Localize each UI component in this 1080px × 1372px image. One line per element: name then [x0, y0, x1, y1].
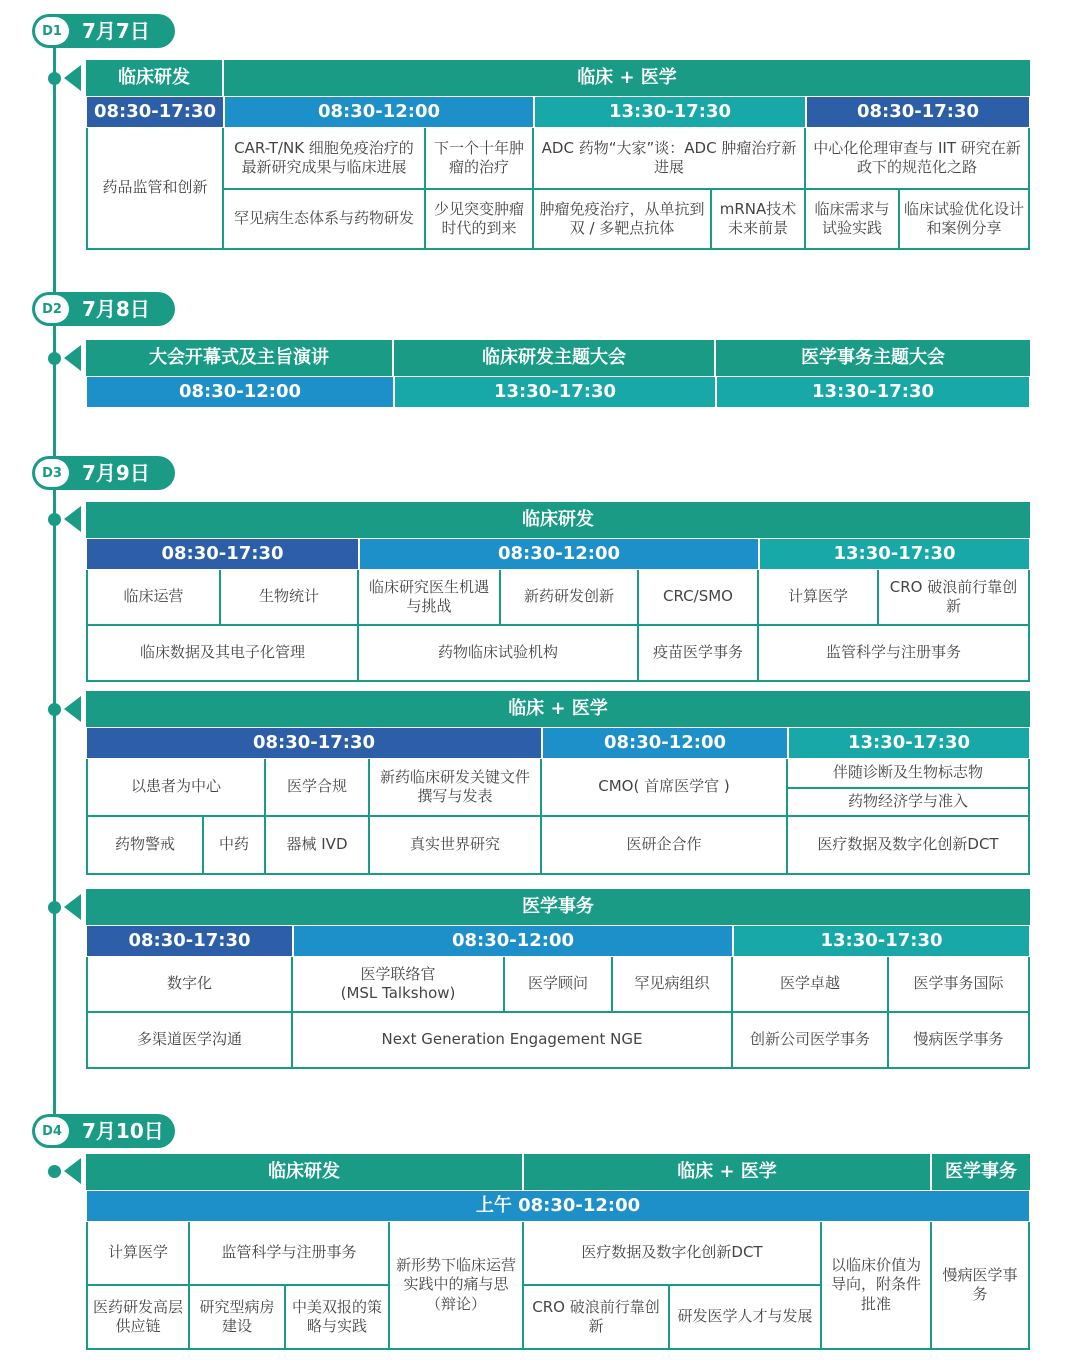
session-cell: 真实世界研究	[370, 817, 542, 875]
session-cell: 计算医学	[759, 570, 879, 626]
session-cell: 医学顾问	[505, 957, 613, 1013]
timeline-dot	[48, 513, 61, 526]
session-cell: 多渠道医学沟通	[86, 1013, 293, 1069]
session-cell: 药品监管和创新	[86, 128, 224, 250]
time-slot: 08:30-12:00	[542, 727, 788, 759]
session-cell: 慢病医学事务	[889, 1013, 1030, 1069]
time-slot: 13:30-17:30	[788, 727, 1030, 759]
session-cell: 少见突变肿瘤时代的到来	[426, 190, 534, 250]
session-cell: 临床数据及其电子化管理	[86, 626, 359, 682]
time-slot: 上午 08:30-12:00	[86, 1190, 1030, 1222]
track-header: 大会开幕式及主旨演讲	[86, 340, 394, 376]
session-cell: CMO( 首席医学官 )	[542, 759, 788, 817]
timeline-arrow	[64, 345, 81, 371]
time-slot: 08:30-17:30	[86, 727, 542, 759]
session-cell: 药物警戒	[86, 817, 204, 875]
timeline-arrow	[64, 65, 81, 91]
day-badge: D2	[35, 295, 69, 323]
time-slot: 08:30-17:30	[86, 96, 224, 128]
day-date: 7月9日	[82, 461, 150, 485]
day-badge: D1	[35, 17, 69, 45]
time-slot: 13:30-17:30	[759, 538, 1030, 570]
session-cell: 研发医学人才与发展	[670, 1286, 822, 1350]
session-cell: 药物临床试验机构	[359, 626, 639, 682]
track-header: 临床 + 医学	[86, 691, 1030, 727]
d3-clinical-schedule	[86, 502, 1030, 682]
session-cell: 临床试验优化设计和案例分享	[900, 190, 1030, 250]
session-cell: 医疗数据及数字化创新DCT	[524, 1222, 822, 1286]
session-cell: 罕见病组织	[613, 957, 733, 1013]
track-header: 临床研发	[86, 1154, 524, 1190]
session-cell: 以患者为中心	[86, 759, 266, 817]
track-header: 医学事务	[86, 889, 1030, 925]
time-slot: 08:30-17:30	[806, 96, 1030, 128]
time-slot: 13:30-17:30	[534, 96, 806, 128]
session-cell: 新药临床研发关键文件撰写与发表	[370, 759, 542, 817]
session-cell: 中心化伦理审查与 IIT 研究在新政下的规范化之路	[806, 128, 1030, 190]
session-cell: 新药研发创新	[501, 570, 639, 626]
session-cell: 疫苗医学事务	[639, 626, 759, 682]
day-date: 7月10日	[82, 1119, 164, 1143]
session-cell: 医学卓越	[733, 957, 889, 1013]
day-date: 7月7日	[82, 19, 150, 43]
track-header: 临床研发	[86, 60, 224, 96]
d3-affairs-schedule	[86, 889, 1030, 1069]
session-cell: 研究型病房建设	[190, 1286, 286, 1350]
session-cell: CAR-T/NK 细胞免疫治疗的最新研究成果与临床进展	[224, 128, 426, 190]
timeline-dot	[48, 1165, 61, 1178]
d2-schedule	[86, 340, 1030, 408]
session-cell: mRNA技术未来前景	[712, 190, 806, 250]
day-badge: D3	[35, 459, 69, 487]
time-slot: 08:30-12:00	[224, 96, 534, 128]
time-slot: 08:30-17:30	[86, 925, 293, 957]
session-cell: 医疗数据及数字化创新DCT	[788, 817, 1030, 875]
d1-schedule	[86, 60, 1030, 250]
track-header: 医学事务	[932, 1154, 1030, 1190]
session-cell: Next Generation Engagement NGE	[293, 1013, 733, 1069]
session-cell: 慢病医学事务	[932, 1222, 1030, 1350]
session-cell: 医学事务国际	[889, 957, 1030, 1013]
timeline-line	[53, 48, 56, 1128]
track-header: 临床研发	[86, 502, 1030, 538]
track-header: 临床 + 医学	[524, 1154, 932, 1190]
session-cell: 医学联络官 (MSL Talkshow)	[293, 957, 505, 1013]
day-badge: D4	[35, 1117, 69, 1145]
session-cell: 数字化	[86, 957, 293, 1013]
timeline-dot	[48, 703, 61, 716]
session-cell: 中药	[204, 817, 266, 875]
timeline-dot	[48, 901, 61, 914]
session-cell: 临床运营	[86, 570, 221, 626]
day-date: 7月8日	[82, 297, 150, 321]
time-slot: 13:30-17:30	[733, 925, 1030, 957]
session-cell: 器械 IVD	[266, 817, 370, 875]
session-cell: 罕见病生态体系与药物研发	[224, 190, 426, 250]
session-cell: 下一个十年肿瘤的治疗	[426, 128, 534, 190]
timeline-arrow	[64, 506, 81, 532]
session-cell: 伴随诊断及生物标志物	[788, 759, 1030, 789]
session-cell: 以临床价值为导向，附条件批准	[822, 1222, 932, 1350]
time-slot: 08:30-12:00	[293, 925, 733, 957]
day-header-d4	[32, 1114, 175, 1148]
day-header-d3	[32, 456, 175, 490]
session-cell: 医学合规	[266, 759, 370, 817]
timeline-arrow	[64, 1158, 81, 1184]
timeline-dot	[48, 72, 61, 85]
time-slot: 08:30-12:00	[86, 376, 394, 408]
d4-schedule	[86, 1154, 1030, 1350]
session-cell: 药物经济学与准入	[788, 789, 1030, 817]
session-cell: 监管科学与注册事务	[190, 1222, 390, 1286]
track-header: 医学事务主题大会	[716, 340, 1030, 376]
session-cell: 中美双报的策略与实践	[286, 1286, 390, 1350]
session-cell: 医药研发高层供应链	[86, 1286, 190, 1350]
session-cell: 临床需求与试验实践	[806, 190, 900, 250]
time-slot: 13:30-17:30	[716, 376, 1030, 408]
time-slot: 08:30-12:00	[359, 538, 759, 570]
day-header-d1	[32, 14, 175, 48]
session-cell: 监管科学与注册事务	[759, 626, 1030, 682]
timeline-dot	[48, 352, 61, 365]
session-cell: CRO 破浪前行靠创新	[524, 1286, 670, 1350]
session-cell: 临床研究医生机遇与挑战	[359, 570, 501, 626]
d3-med-schedule	[86, 691, 1030, 875]
session-cell: ADC 药物“大家”谈：ADC 肿瘤治疗新进展	[534, 128, 806, 190]
time-slot: 13:30-17:30	[394, 376, 716, 408]
session-cell: CRO 破浪前行靠创新	[879, 570, 1030, 626]
timeline-arrow	[64, 894, 81, 920]
time-slot: 08:30-17:30	[86, 538, 359, 570]
track-header: 临床研发主题大会	[394, 340, 716, 376]
session-cell: 计算医学	[86, 1222, 190, 1286]
timeline-arrow	[64, 696, 81, 722]
session-cell: 生物统计	[221, 570, 359, 626]
track-header: 临床 + 医学	[224, 60, 1030, 96]
day-header-d2	[32, 292, 175, 326]
session-cell: 新形势下临床运营实践中的痛与思（辩论）	[390, 1222, 524, 1350]
session-cell: 肿瘤免疫治疗，从单抗到双 / 多靶点抗体	[534, 190, 712, 250]
session-cell: 医研企合作	[542, 817, 788, 875]
session-cell: CRC/SMO	[639, 570, 759, 626]
session-cell: 创新公司医学事务	[733, 1013, 889, 1069]
